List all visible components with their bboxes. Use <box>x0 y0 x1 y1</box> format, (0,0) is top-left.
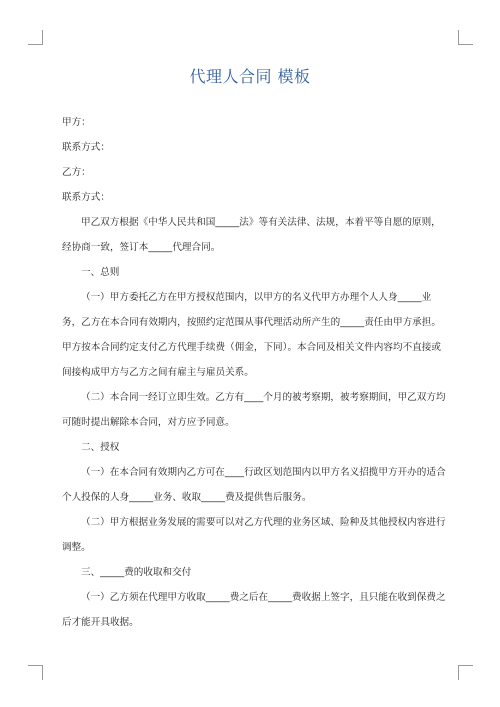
crop-mark-top-right <box>458 30 473 45</box>
fee-collection-clause-1: （一）乙方须在代理甲方收取_____费之后在_____费收据上签字，且只能在收到保费之后才能开具收据。 <box>62 592 446 628</box>
section-heading-authorization: 二、授权 <box>81 442 120 453</box>
section-heading-fee-collection: 三、_____费的收取和交付 <box>81 567 192 578</box>
general-clause-2: （二）本合同一经订立即生效。乙方有____个月的被考察期，被考察期间，甲乙双方均可随时提出解除本合同，对方应予同意。 <box>62 392 446 428</box>
crop-mark-top-left <box>28 30 43 45</box>
document-title: 代理人合同 模板 <box>189 67 311 86</box>
section-heading-general: 一、总则 <box>81 267 120 278</box>
crop-mark-bottom-right <box>458 665 473 680</box>
party-b-label: 乙方： <box>62 167 91 178</box>
preamble-paragraph: 甲乙双方根据《中华人民共和国_____法》等有关法律、法规，本着平等自愿的原则，经协商一致，签订本_____代理合同。 <box>62 217 441 253</box>
crop-mark-bottom-left <box>28 665 43 680</box>
authorization-clause-1: （一）在本合同有效期内乙方可在____行政区划范围内以甲方名义招揽甲方开办的适合个人投保的人身_____业务、收取_____费及提供售后服务。 <box>62 467 446 503</box>
party-a-contact-label: 联系方式： <box>62 142 110 153</box>
general-clause-1: （一）甲方委托乙方在甲方授权范围内，以甲方的名义代甲方办理个人人身_____业务，乙方在本合同有效期内，按照约定范围从事代理活动所产生的_____责任由甲方承担。甲方按本合同约定支付乙方代理手续费（佣金，下同）。本合同及相关文件内容均不直接或间接构成甲方与乙方之间有雇主与雇员关系。 <box>62 292 441 378</box>
party-a-label: 甲方： <box>62 117 91 128</box>
authorization-clause-2: （二）甲方根据业务发展的需要可以对乙方代理的业务区域、险种及其他授权内容进行调整。 <box>62 517 446 553</box>
document-body <box>62 110 446 635</box>
party-b-contact-label: 联系方式： <box>62 192 110 203</box>
